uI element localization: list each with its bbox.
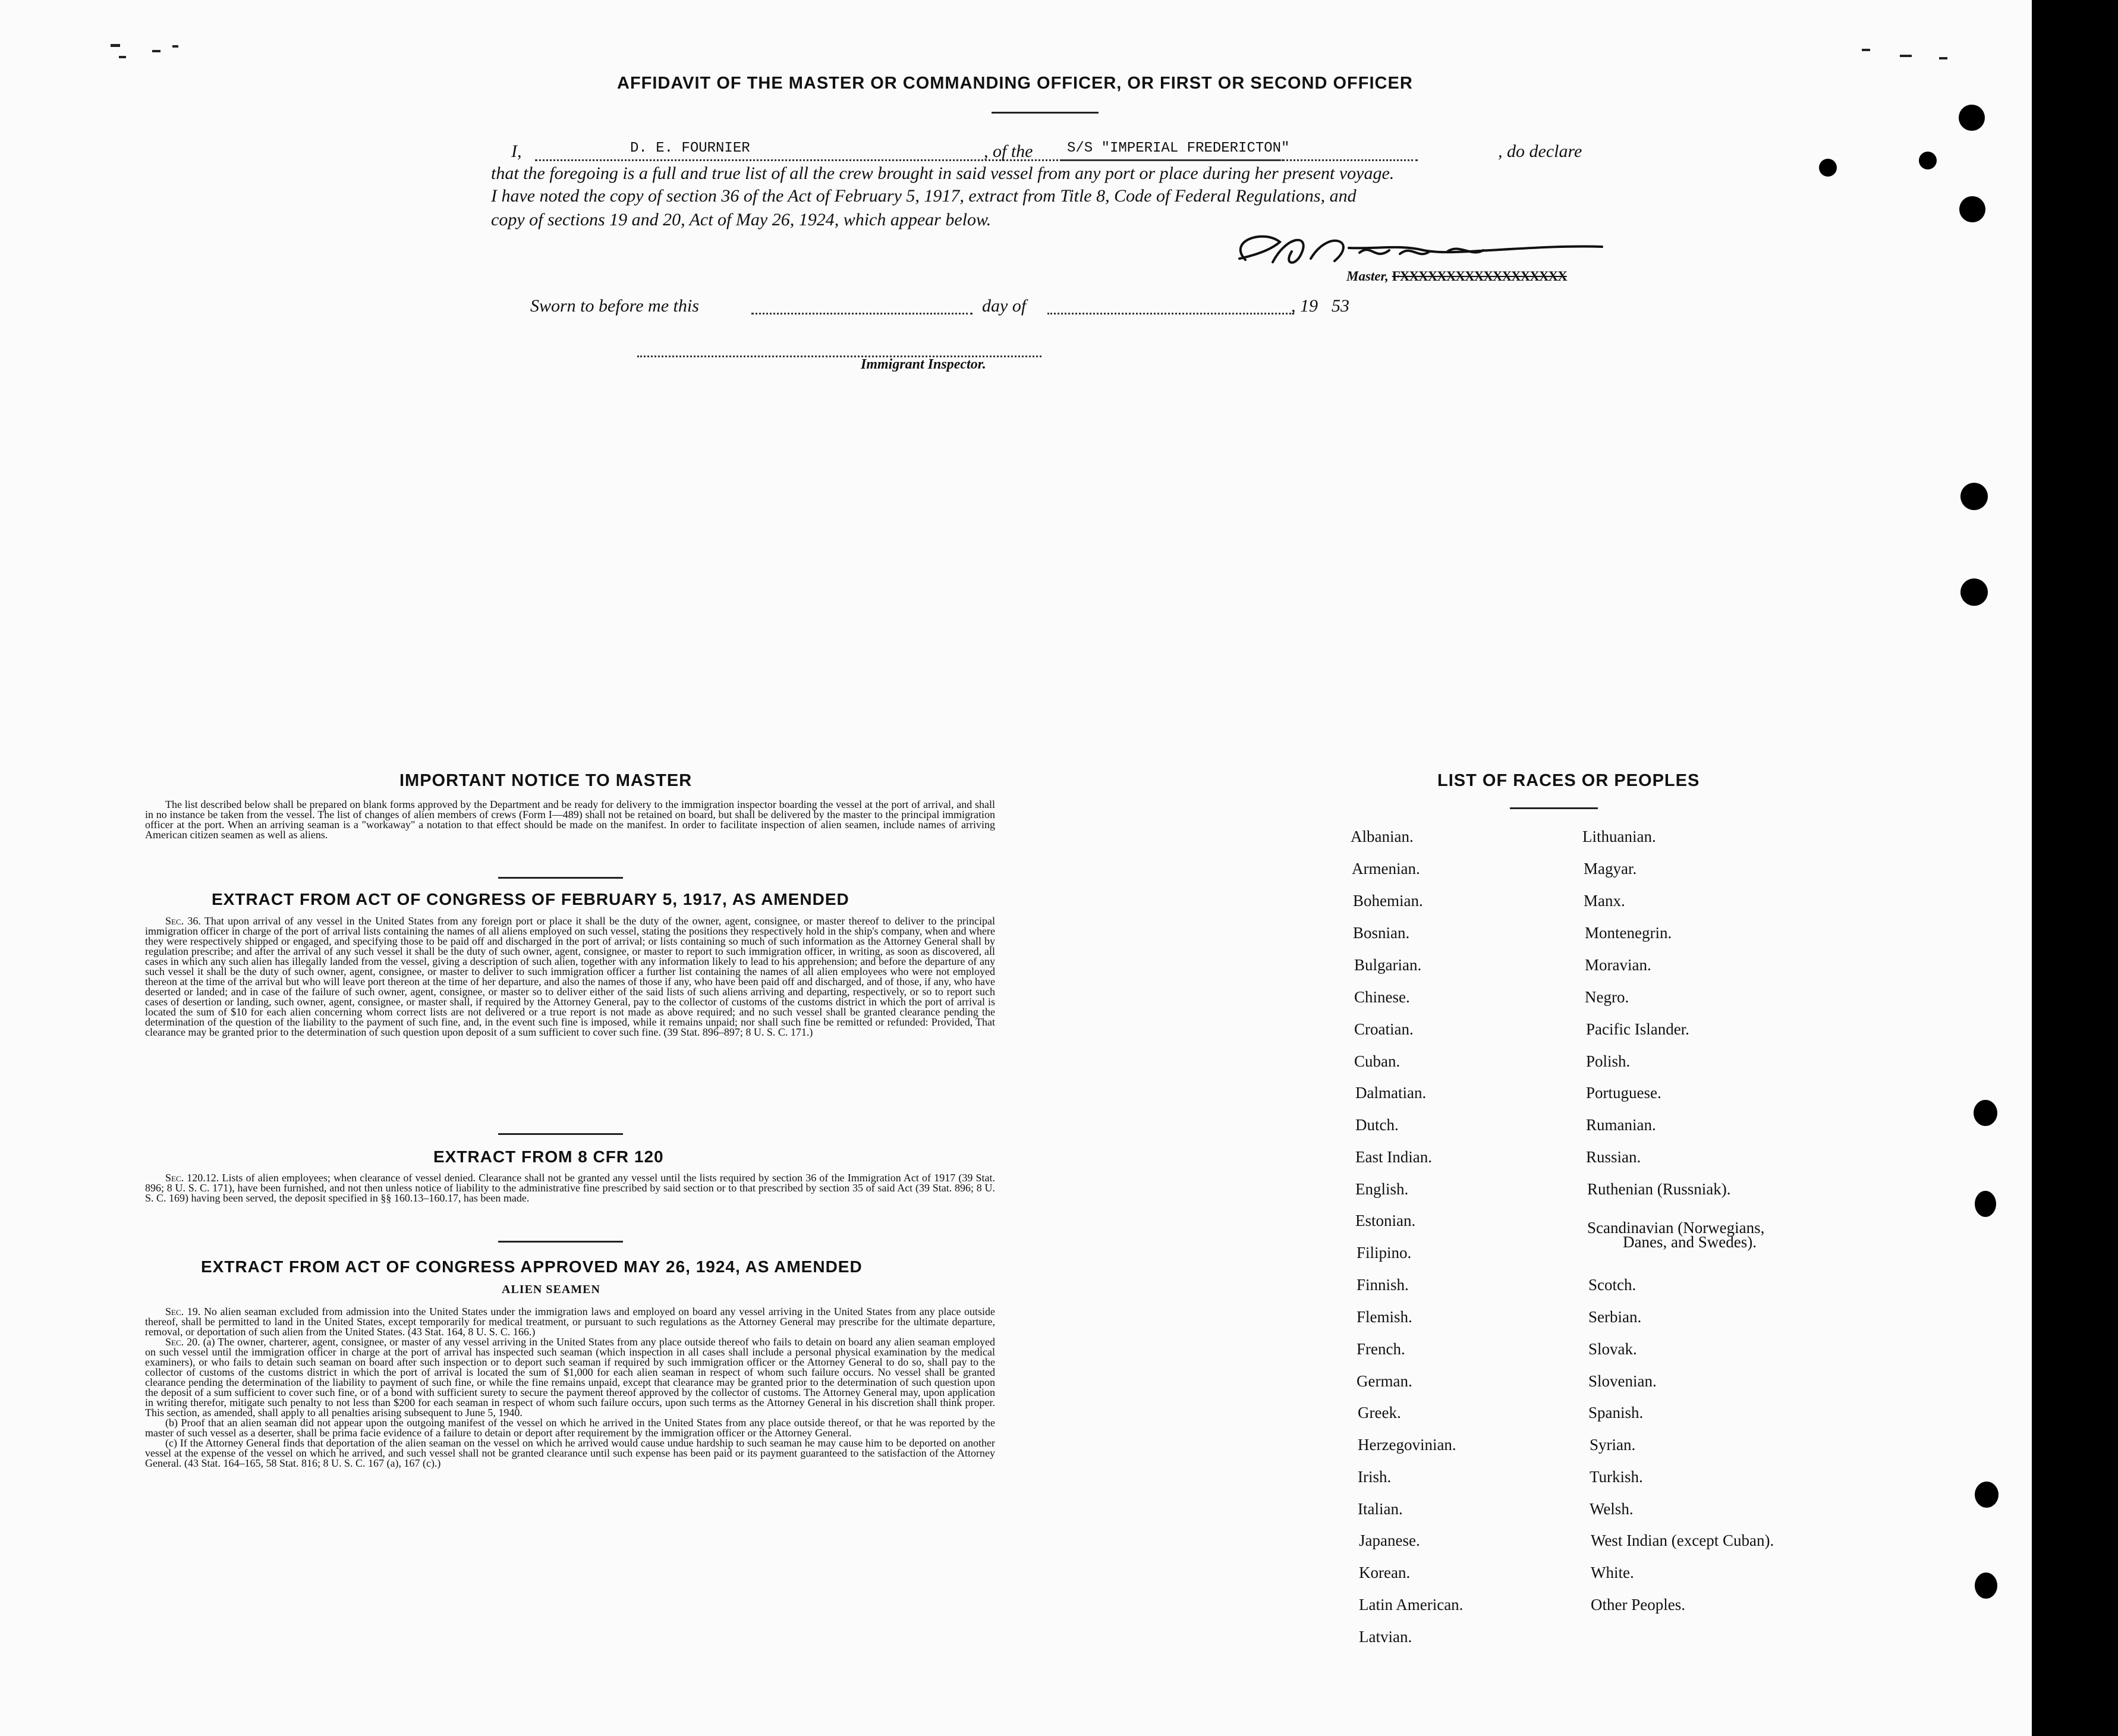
race-item: Turkish. [1590,1468,1643,1486]
section-36-label: Sec. 36. [165,915,201,927]
race-item: Bohemian. [1353,892,1423,910]
races-title: LIST OF RACES OR PEOPLES [1437,771,1700,790]
race-item: Latvian. [1359,1628,1412,1646]
race-item: Estonian. [1355,1212,1416,1229]
divider [1510,807,1598,809]
punch-hole [1959,196,1985,222]
punch-hole [1975,1482,1999,1508]
race-item: Cuban. [1354,1052,1401,1070]
punch-hole [1960,483,1988,510]
scan-mark [1900,55,1912,57]
race-item: Montenegrin. [1585,924,1672,942]
vessel-name: S/S "IMPERIAL FREDERICTON" [1067,140,1290,156]
affidavit-line-4: copy of sections 19 and 20, Act of May 26, 1924, which appear below. [491,210,992,229]
race-item: Other Peoples. [1591,1596,1685,1614]
race-item: French. [1357,1340,1405,1358]
race-item: Dutch. [1355,1116,1399,1134]
affidavit-i: I, [511,141,522,161]
race-item: Moravian. [1585,956,1651,974]
scan-mark [172,45,178,48]
affidavit-of-the: , of the [984,141,1033,161]
affidavit-title: AFFIDAVIT OF THE MASTER OR COMMANDING OFFICER, OR FIRST OR SECOND OFFICER [617,74,1413,93]
affidavit-do-declare: , do declare [1498,141,1582,161]
race-item: Scotch. [1588,1276,1637,1294]
race-item: Greek. [1358,1404,1401,1421]
punch-hole [1919,152,1937,169]
vessel-field-dots [1061,159,1418,161]
scan-mark [119,56,126,58]
sworn-day-dots [751,313,973,315]
notice-title: IMPORTANT NOTICE TO MASTER [399,771,693,790]
inspector-label: Immigrant Inspector. [861,357,986,372]
alien-seamen-subtitle: ALIEN SEAMEN [502,1283,600,1296]
race-item: Portuguese. [1586,1084,1661,1102]
affidavit-line-2: that the foregoing is a full and true list of all the crew brought in said vessel from any port or place during her present voyage. [491,163,1395,183]
sworn-text: Sworn to before me this [530,296,699,316]
sworn-line [530,296,1362,316]
sworn-month-dots [1047,313,1294,315]
race-item: Russian. [1586,1148,1641,1166]
affidavit-line-3: I have noted the copy of section 36 of the Act of February 5, 1917, extract from Title 8, Code of Federal Regulations, and [491,186,1357,206]
section-20-label: Sec. 20. [165,1336,200,1348]
section-36-text: Sec. 36. That upon arrival of any vessel in the United States from any foreign port or place it shall be the duty of the owner, agent, consignee, or master thereof to deliver to the principal immigration officer in charge of the port of arrival lists containing the names of all aliens employed on such vessel, stating the positions they respectively hold in the ship's company, when and where they were respectively shipped or engaged, and specifying those to be paid off and discharged in the port of arrival; or lists containing so much of such information as the Attorney General shall by regulation prescribe; and after the arrival of any such vessel it shall be the duty of such owner, agent, consignee, or master to report to such immigration officer, in writing, as soon as discovered, all cases in which any such alien has illegally landed from the vessel, giving a description of such alien, together with any information likely to lead to his apprehension; and before the departure of any such vessel it shall be the duty of such owner, agent, consignee, or master to deliver to such immigration officer a further list containing the names of all alien employees who were not employed thereon at the time of the arrival but who will leave port thereon at the time of her departure, and also the names of those if any, who have been paid off and discharged, and of those, if any, who have deserted or landed; and in case of the failure of such owner, agent, consignee, or master so to deliver either of the said lists of such aliens arriving and departing, respectively, or so to report such cases of desertion or landing, such owner, agent, consignee, or master shall, if required by the Attorney General, pay to the collector of customs of the customs district in which the port of arrival is located the sum of $10 for each alien concerning whom correct lists are not delivered or a true report is not made as above required; and no such vessel shall be granted clearance pending the determination of the question of the liability to the payment of such fine, and, in the event such fine is imposed, while it remains unpaid; nor shall such fine be remitted or refunded: Provided, That clearance may be granted prior to the determination of such question upon deposit of a sum sufficient to cover such fine. (39 Stat. 896–897; 8 U. S. C. 171.) [145,915,995,1038]
divider [992,112,1099,114]
cfr-text: Sec. 120.12. Lists of alien employees; when clearance of vessel denied. Clearance shall not be granted any vessel until the lists required by section 36 of the Immigration Act of 1917 (39 Stat. 896; 8 U. S. C. 171), have been furnished, and not then unless notice of liability to the administrative fine prescribed by said section or to that prescribed by section 35 of said Act (39 Stat. 896; 8 U. S. C. 169) having been served, the deposit specified in §§ 160.13–160.17, has been made. [145,1172,996,1204]
race-item: Latin American. [1359,1596,1464,1614]
scan-mark [1939,57,1947,59]
race-item: Bosnian. [1353,924,1410,942]
day-of-text: day of [982,296,1027,316]
race-item: Lithuanian. [1582,828,1656,845]
divider [498,1133,623,1135]
year-prefix: , 19 [1291,296,1318,316]
cfr-title: EXTRACT FROM 8 CFR 120 [433,1147,664,1166]
punch-hole [1960,578,1988,606]
race-item: Syrian. [1590,1436,1636,1454]
race-item: West Indian (except Cuban). [1591,1531,1774,1549]
punch-hole [1975,1191,1996,1217]
race-item: Italian. [1358,1500,1403,1518]
race-item: Chinese. [1354,988,1410,1006]
punch-hole [1819,159,1837,177]
race-item: Spanish. [1588,1404,1644,1421]
race-item: Dalmatian. [1355,1084,1427,1102]
race-item: English. [1355,1180,1409,1198]
scan-mark [111,44,120,47]
race-item: Irish. [1358,1468,1392,1486]
section-19-label: Sec. 19. [165,1306,201,1317]
section-120-12-label: Sec. 120.12. [165,1172,219,1184]
race-item: Finnish. [1357,1276,1409,1294]
race-item: Negro. [1585,988,1629,1006]
race-item: Danes, and Swedes). [1623,1233,1757,1251]
race-item: Bulgarian. [1354,956,1422,974]
race-item: Magyar. [1584,860,1637,878]
race-item: Rumanian. [1586,1116,1656,1134]
race-item: Manx. [1584,892,1625,910]
race-item: Herzegovinian. [1358,1436,1456,1454]
race-item: White. [1591,1564,1634,1581]
race-item: East Indian. [1355,1148,1432,1166]
officer-name: D. E. FOURNIER [630,140,750,156]
extract-1924-title: EXTRACT FROM ACT OF CONGRESS APPROVED MAY 26, 1924, AS AMENDED [201,1257,863,1276]
race-item: Slovak. [1588,1340,1637,1358]
divider [498,1241,623,1243]
race-item: Pacific Islander. [1586,1020,1689,1038]
race-item: Croatian. [1354,1020,1414,1038]
punch-hole [1975,1573,1997,1599]
divider [498,877,623,879]
race-item: Scandinavian (Norwegians, [1587,1219,1765,1237]
scan-mark [1862,49,1870,51]
struck-title: FXXXXXXXXXXXXXXXXXX [1392,269,1567,284]
master-label: Master, FXXXXXXXXXXXXXXXXXX [1346,269,1567,284]
race-item: Japanese. [1359,1531,1420,1549]
punch-hole [1959,105,1985,131]
race-item: Slovenian. [1588,1372,1657,1390]
race-item: Armenian. [1352,860,1420,878]
notice-body: The list described below shall be prepared on blank forms approved by the Department and be ready for delivery to the immigration inspector boarding the vessel at the port of arrival, and shall in no instance be taken from the vessel. The list of changes of alien members of crews (Form I—489) shall not be retained on board, but shall be delivered by the master to the principal immigration officer at the port. When an arriving seaman is a "workaway" a notation to that effect should be made on the manifest. In order to facilitate inspection of alien seamen, include names of arriving American citizen seamen as well as aliens. [145,798,995,841]
race-item: Serbian. [1588,1308,1642,1326]
affidavit-line-1 [511,141,1599,162]
race-item: Welsh. [1590,1500,1634,1518]
section-19-20-text: Sec. 19. No alien seaman excluded from admission into the United States under the immigration laws and employed on board any vessel arriving in the United States from any place outside thereof, shall be permitted to land in the United States, except temporarily for medical treatment, or pursuant to such regulations as the Attorney General may prescribe for the ultimate departure, removal, or deportation of such alien from the United States. (43 Stat. 164, 8 U. S. C. 166.) Sec. 20. (a) The owner, charterer, agent, consignee, or master of any vessel arriving in the United States from any place outside thereof who fails to detain on board any alien seaman employed on such vessel until the immigration officer in charge at the port of arrival has inspected such seaman (which inspection in all cases shall include a personal physical examination by the medical examiners), or who fails to detain such seaman on board after such inspection or to deport such seaman if required by such immigration officer or the Attorney General to do so, shall pay to the collector of customs of the customs district in which the port of arrival is located the sum of $1,000 for each alien seaman in respect of whom such failure occurs. No vessel shall be granted clearance pending the determination of the liability to payment of such fine, or while the fine remains unpaid, except that clearance may be granted prior to the determination of such question upon the deposit of a sum sufficient to cover such fine, or of a bond with sufficient surety to secure the payment thereof approved by the collector of customs. The Attorney General may, upon application in writing therefor, mitigate such penalty to not less than $200 for each seaman in respect of whom such failure occurs, upon such terms as the Attorney General in his discretion shall think proper. This section, as amended, shall apply to all penalties arising subsequent to June 5, 1940. (b) Proof that an alien seaman did not appear upon the outgoing manifest of the vessel on which he arrived in the United States from any place outside thereof, or that he was reported by the master of such vessel as a deserter, shall be prima facie evidence of a failure to detain or deport after requirement by the immigration officer or the Attorney General. (c) If the Attorney General finds that deportation of the alien seaman on the vessel on which he arrived would cause undue hardship to such seaman he may cause him to be deported on another vessel at the expense of the vessel on which he arrived, and such vessel shall not be granted clearance until such expense has been paid or its payment guaranteed to the satisfaction of the Attorney General. (43 Stat. 164–165, 58 Stat. 816; 8 U. S. C. 167 (a), 167 (c).) [145,1306,996,1469]
race-item: Ruthenian (Russniak). [1587,1180,1731,1198]
punch-hole [1974,1100,1997,1126]
race-item: Polish. [1586,1052,1631,1070]
race-item: Filipino. [1357,1244,1412,1262]
scan-mark [152,50,160,52]
race-item: German. [1357,1372,1412,1390]
race-item: Albanian. [1351,828,1414,845]
year-value: 53 [1332,296,1349,316]
extract-1917-title: EXTRACT FROM ACT OF CONGRESS OF FEBRUARY 5, 1917, AS AMENDED [212,890,849,908]
race-item: Flemish. [1357,1308,1412,1326]
race-item: Korean. [1359,1564,1411,1581]
